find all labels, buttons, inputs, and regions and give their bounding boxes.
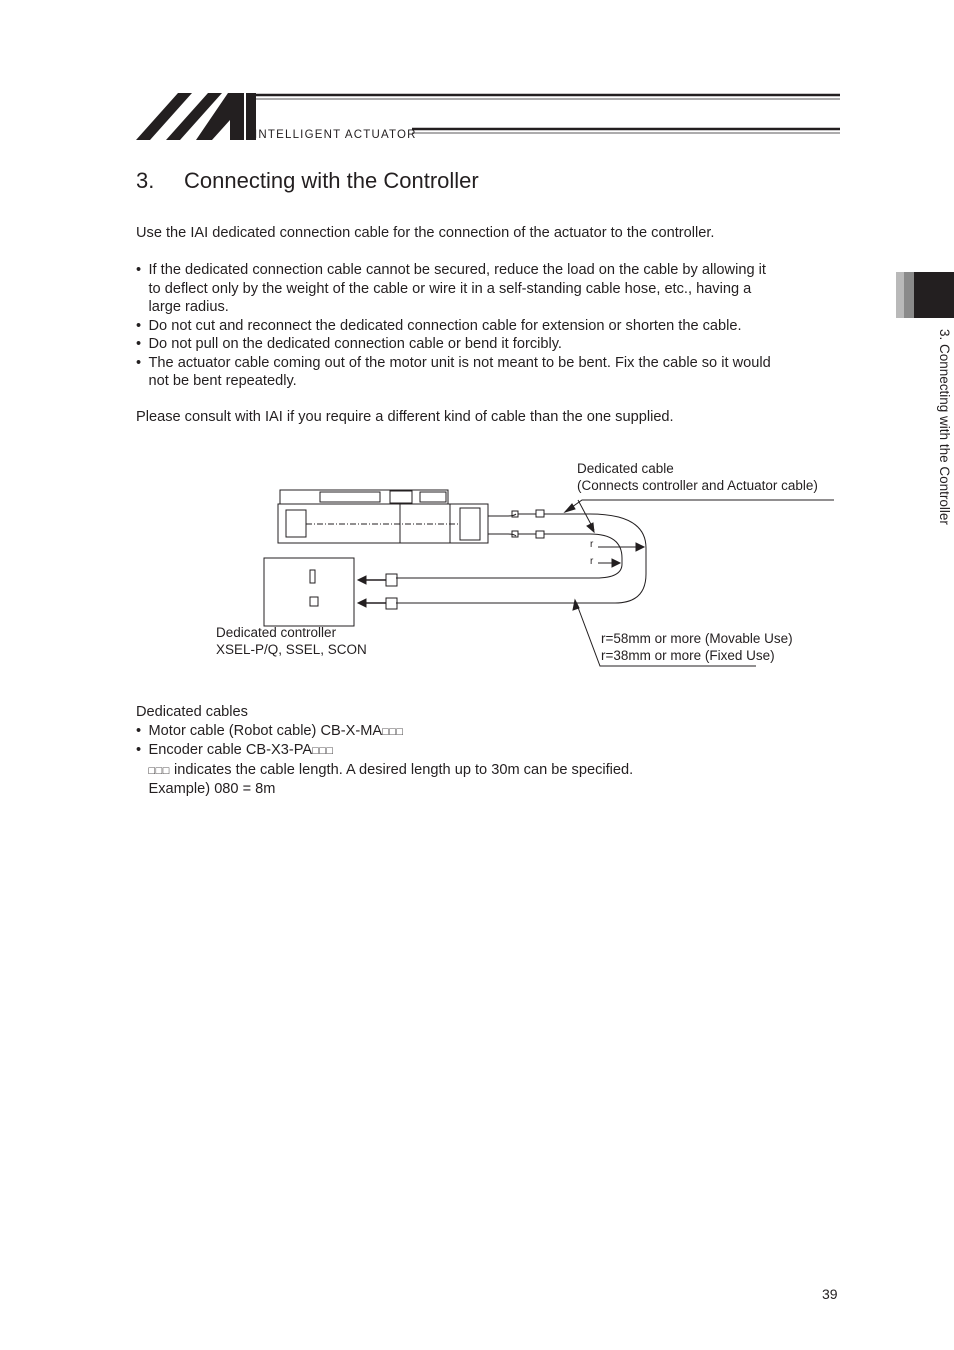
tab-stripe [904,272,914,318]
tab-block [914,272,954,318]
length-note [136,761,633,781]
length-placeholder: □□□ [382,725,404,738]
list-item-line: • The actuator cable coming out of the motor unit is not meant to be bent. Fix the cable so it would [148,354,771,371]
label-line: XSEL-P/Q, SSEL, SCON [216,642,367,657]
actuator-drawing [278,490,544,543]
label-line: Dedicated controller [216,625,337,640]
iai-logo [136,92,840,142]
bend-radius-label [601,630,793,664]
label-line: r=38mm or more (Fixed Use) [601,648,775,663]
label-line: Dedicated cable [577,461,674,476]
radius-mark: r [590,539,594,550]
list-item-line: • If the dedicated connection cable cannot be secured, reduce the load on the cable by allowing it [148,262,766,278]
cables-heading: Dedicated cables [136,704,248,720]
caution-list [136,261,771,391]
chapter-tab-label: 3. Connecting with the Controller [937,329,952,525]
encoder-cable-model: Encoder cable CB-X3-PA [148,742,313,758]
tab-stripe [896,272,904,318]
length-placeholder: □□□ [148,764,170,777]
list-item-line: not be bent repeatedly. [148,373,297,389]
list-item-line: • Do not pull on the dedicated connection cable or bend it forcibly. [148,336,562,352]
list-item [136,741,633,761]
list-item-line: large radius. [148,299,229,315]
dedicated-cable-label [577,460,818,494]
list-item-line: to deflect only by the weight of the cable or wire it in a self-standing cable hose, etc., having a [148,280,752,297]
label-line: r=58mm or more (Movable Use) [601,631,793,646]
consult-paragraph: Please consult with IAI if you require a different kind of cable than the one supplied. [136,409,674,425]
dedicated-cables-section [136,703,633,799]
page-number: 39 [822,1286,838,1302]
section-title-text: Connecting with the Controller [184,168,479,193]
page-title [136,168,479,194]
dedicated-controller-label [216,624,367,658]
label-line: (Connects controller and Actuator cable) [577,478,818,493]
chapter-tab [896,272,954,318]
radius-mark: r [590,556,594,567]
length-example: Example) 080 = 8m [148,781,276,797]
list-item [136,722,633,742]
motor-cable-model: Motor cable (Robot cable) CB-X-MA [148,722,383,739]
length-note-text: indicates the cable length. A desired length up to 30m can be specified. [169,761,634,778]
list-item [136,335,771,354]
list-item-line: • Do not cut and reconnect the dedicated connection cable for extension or shorten the cable. [148,317,742,334]
logo-wordmark: INTELLIGENT ACTUATOR [254,129,417,141]
list-item [136,354,771,391]
length-placeholder: □□□ [312,745,334,757]
list-item [136,317,771,336]
intro-paragraph: Use the IAI dedicated connection cable for the connection of the actuator to the controller. [136,225,715,241]
list-item [136,261,771,317]
section-number: 3. [136,168,155,193]
